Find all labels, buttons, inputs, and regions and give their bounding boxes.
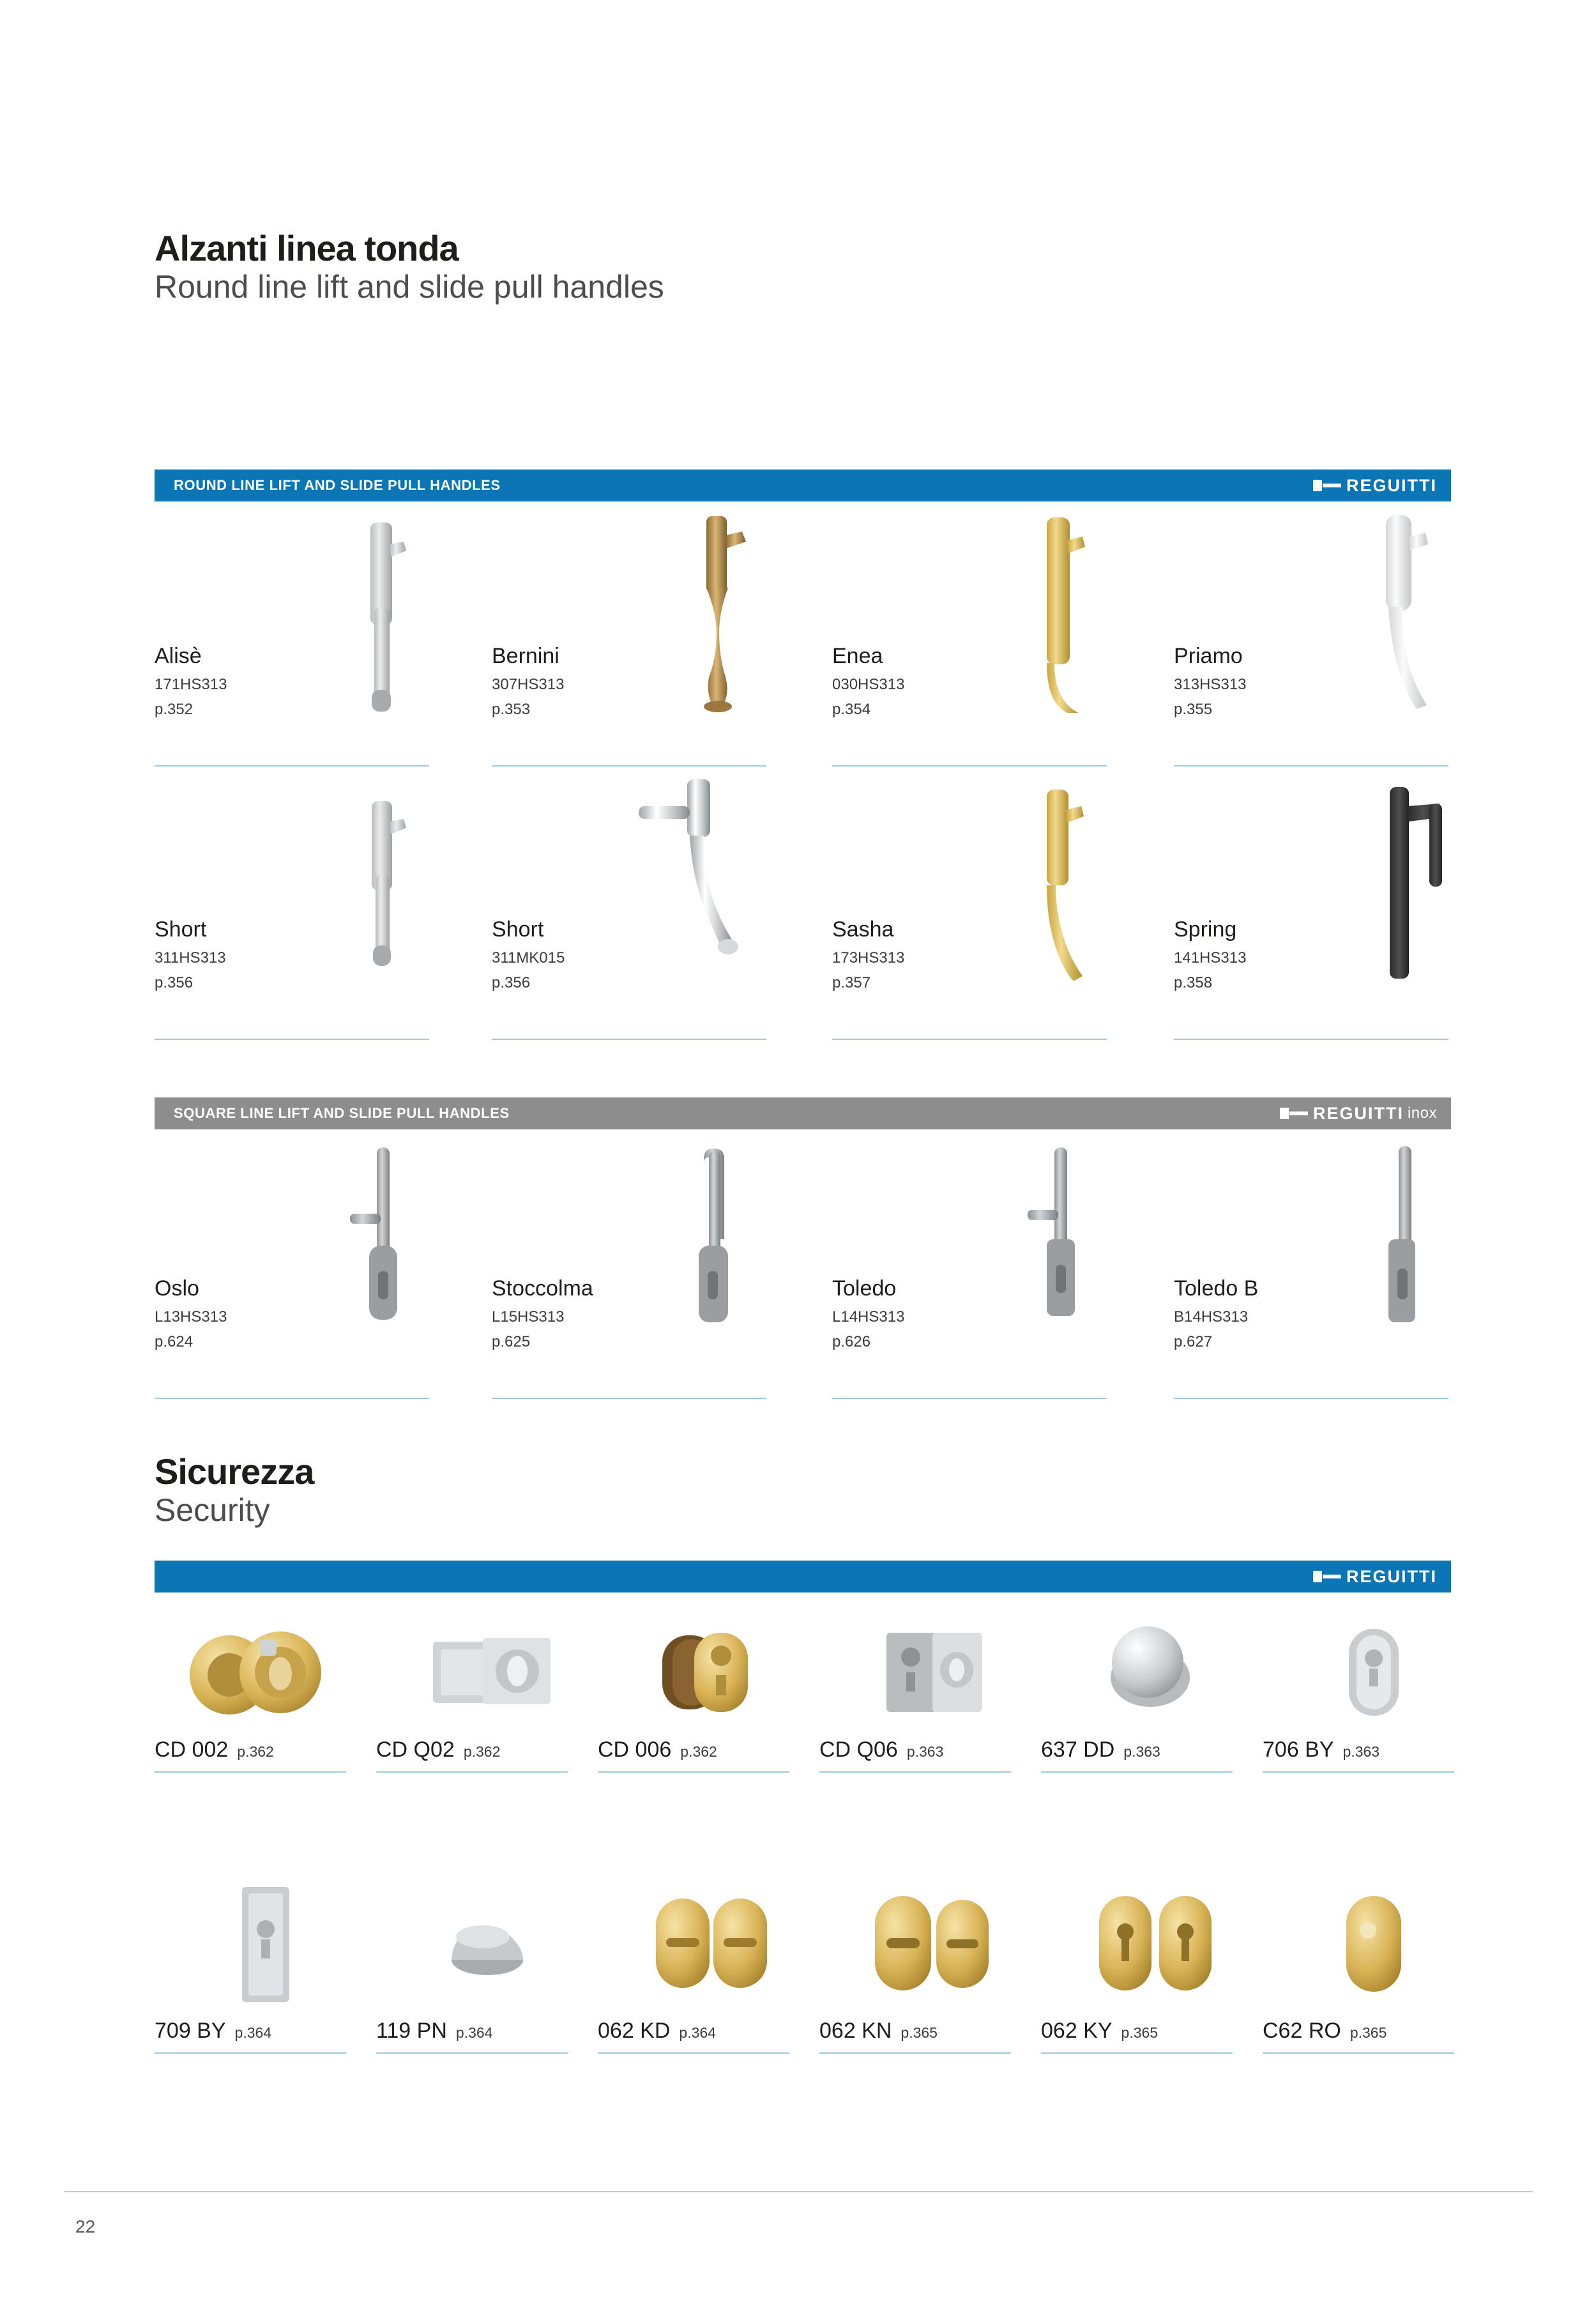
brand-logo-reguitti: [1313, 476, 1437, 496]
product-page-ref: p.354: [832, 701, 871, 718]
security-cell[interactable]: [1263, 1872, 1485, 2054]
product-code: L13HS313: [155, 1308, 227, 1325]
product-code: 311MK015: [492, 949, 565, 966]
cell-divider: [155, 1771, 346, 1773]
security-caption: [1041, 1738, 1263, 1762]
security-caption: [155, 2019, 377, 2043]
product-image-709-by: [155, 1872, 377, 2019]
brand-name: REGUITTI: [1346, 475, 1437, 495]
cell-divider: [832, 765, 1107, 767]
security-cell[interactable]: [819, 1610, 1042, 1773]
cell-divider: [376, 2052, 568, 2054]
section-subtitle: Security: [155, 1492, 270, 1528]
product-cell[interactable]: [155, 511, 436, 767]
product-name: Toledo B: [1174, 1276, 1259, 1301]
product-cell[interactable]: [492, 511, 773, 767]
product-cell[interactable]: [1174, 511, 1455, 767]
security-cell[interactable]: [598, 1872, 820, 2054]
product-name: 637 DD: [1041, 1738, 1115, 1762]
band-label: ROUND LINE LIFT AND SLIDE PULL HANDLES: [174, 477, 501, 493]
product-cell[interactable]: [1174, 1143, 1455, 1399]
page-number: 22: [75, 2217, 96, 2236]
product-code: 313HS313: [1174, 676, 1247, 693]
security-cell[interactable]: [819, 1872, 1042, 2054]
product-name: 706 BY: [1263, 1738, 1334, 1762]
security-caption: [1041, 2019, 1263, 2043]
product-page-ref: p.625: [492, 1333, 531, 1350]
cell-divider: [155, 1039, 429, 1040]
product-cell[interactable]: [832, 511, 1113, 767]
product-name: Enea: [832, 644, 883, 668]
cell-divider: [1041, 2052, 1233, 2054]
cell-divider: [1263, 1771, 1454, 1773]
product-name: Toledo: [832, 1276, 897, 1301]
product-page-ref: p.365: [901, 2024, 938, 2041]
product-image-short-311mk015: [626, 772, 773, 1002]
product-image-cd-006: [598, 1610, 820, 1738]
reguitti-mark-icon: [1313, 1571, 1341, 1582]
product-image-bernini: [645, 511, 773, 728]
product-name: Oslo: [155, 1276, 199, 1301]
section-title: Sicurezza: [155, 1451, 314, 1492]
product-image-short-311hs313: [308, 784, 436, 1002]
cell-divider: [492, 1398, 766, 1399]
product-image-priamo: [1327, 511, 1455, 728]
product-page-ref: p.365: [1121, 2024, 1159, 2041]
product-name: CD Q06: [819, 1738, 898, 1762]
product-code: 307HS313: [492, 676, 565, 693]
product-page-ref: p.363: [1123, 1743, 1160, 1760]
product-name: Short: [155, 917, 207, 942]
product-image-sasha: [985, 784, 1113, 1002]
product-cell[interactable]: [155, 1143, 436, 1399]
product-image-706-by: [1263, 1610, 1485, 1738]
product-page-ref: p.363: [906, 1743, 944, 1760]
band-square-line: [155, 1097, 1451, 1129]
product-page-ref: p.353: [492, 701, 531, 718]
product-image-062-kd: [598, 1872, 820, 2019]
product-image-oslo: [308, 1143, 436, 1361]
reguitti-mark-icon: [1313, 480, 1341, 491]
product-code: 141HS313: [1174, 949, 1247, 966]
cell-divider: [492, 765, 766, 767]
product-name: CD 002: [155, 1738, 229, 1762]
product-name: CD 006: [598, 1738, 672, 1762]
product-page-ref: p.627: [1174, 1333, 1213, 1350]
security-cell[interactable]: [376, 1872, 598, 2054]
product-image-cd-002: [155, 1610, 377, 1738]
product-image-cd-q02: [376, 1610, 598, 1738]
product-image-062-ky: [1041, 1872, 1263, 2019]
product-name: 062 KY: [1041, 2019, 1113, 2043]
product-page-ref: p.365: [1349, 2024, 1387, 2041]
security-cell[interactable]: [1263, 1610, 1485, 1773]
security-cell[interactable]: [376, 1610, 598, 1773]
brand-name: REGUITTI: [1346, 1566, 1437, 1586]
security-caption: [819, 2019, 1042, 2043]
security-caption: [598, 1738, 820, 1762]
security-caption: [598, 2019, 820, 2043]
product-code: L14HS313: [832, 1308, 905, 1325]
product-page-ref: p.364: [234, 2024, 272, 2041]
cell-divider: [1263, 2052, 1454, 2054]
cell-divider: [598, 2052, 789, 2054]
cell-divider: [492, 1039, 766, 1040]
product-page-ref: p.357: [832, 974, 871, 991]
product-image-stoccolma: [645, 1143, 773, 1361]
product-code: 171HS313: [155, 676, 227, 693]
product-cell[interactable]: [492, 1143, 773, 1399]
product-page-ref: p.624: [155, 1333, 194, 1350]
product-code: B14HS313: [1174, 1308, 1249, 1325]
product-image-spring: [1327, 784, 1455, 1002]
security-caption: [376, 2019, 598, 2043]
product-name: Alisè: [155, 644, 202, 668]
cell-divider: [1174, 1039, 1448, 1040]
security-caption: [1263, 2019, 1485, 2043]
product-page-ref: p.362: [237, 1743, 274, 1760]
cell-divider: [598, 1771, 789, 1773]
product-name: Spring: [1174, 917, 1237, 942]
product-name: 062 KD: [598, 2019, 671, 2043]
security-cell[interactable]: [155, 1872, 377, 2054]
cell-divider: [819, 2052, 1011, 2054]
security-caption: [819, 1738, 1042, 1762]
security-caption: [376, 1738, 598, 1762]
product-name: C62 RO: [1263, 2019, 1341, 2043]
band-label: SQUARE LINE LIFT AND SLIDE PULL HANDLES: [174, 1105, 510, 1121]
cell-divider: [1174, 765, 1448, 767]
brand-suffix: inox: [1407, 1104, 1437, 1122]
product-page-ref: p.364: [455, 2024, 493, 2041]
product-page-ref: p.362: [463, 1743, 501, 1760]
product-page-ref: p.362: [680, 1743, 717, 1760]
section-title: Alzanti linea tonda: [155, 228, 459, 268]
security-cell[interactable]: [155, 1610, 377, 1773]
product-name: Bernini: [492, 644, 559, 668]
reguitti-mark-icon: [1280, 1108, 1308, 1119]
product-code: 311HS313: [155, 949, 226, 966]
product-cell[interactable]: [1174, 784, 1455, 1040]
product-cell[interactable]: [155, 784, 436, 1040]
product-image-119-pn: [376, 1872, 598, 2019]
section-subtitle: Round line lift and slide pull handles: [155, 268, 664, 305]
product-name: Stoccolma: [492, 1276, 593, 1301]
brand-name: REGUITTI: [1312, 1103, 1404, 1123]
cell-divider: [155, 1398, 429, 1399]
cell-divider: [832, 1039, 1107, 1040]
product-page-ref: p.352: [155, 701, 194, 718]
product-page-ref: p.358: [1174, 974, 1213, 991]
product-code: 030HS313: [832, 676, 905, 693]
product-page-ref: p.356: [492, 974, 531, 991]
security-cell[interactable]: [1041, 1872, 1263, 2054]
brand-logo-reguitti-inox: [1280, 1104, 1437, 1124]
product-image-enea: [985, 511, 1113, 728]
cell-divider: [819, 1771, 1011, 1773]
product-name: 119 PN: [376, 2019, 447, 2043]
product-name: 709 BY: [155, 2019, 226, 2043]
product-page-ref: p.363: [1342, 1743, 1380, 1760]
footer-divider: [64, 2191, 1533, 2192]
product-image-c62-ro: [1263, 1872, 1485, 2019]
section-heading-sicurezza: [155, 1453, 314, 1527]
cell-divider: [155, 2052, 346, 2054]
product-page-ref: p.626: [832, 1333, 871, 1350]
band-round-line: [155, 470, 1451, 501]
brand-logo-reguitti: [1313, 1567, 1437, 1587]
section-heading-alzanti: [155, 230, 664, 303]
product-page-ref: p.355: [1174, 701, 1213, 718]
product-cell[interactable]: [832, 1143, 1113, 1399]
product-image-toledo: [985, 1143, 1113, 1361]
product-code: L15HS313: [492, 1308, 565, 1325]
security-cell[interactable]: [598, 1610, 820, 1773]
product-image-637-dd: [1041, 1610, 1263, 1738]
product-name: Short: [492, 917, 544, 942]
cell-divider: [832, 1398, 1107, 1399]
product-page-ref: p.356: [155, 974, 194, 991]
product-name: CD Q02: [376, 1738, 455, 1762]
product-image-toledo-b: [1327, 1143, 1455, 1361]
product-name: Sasha: [832, 917, 894, 942]
security-caption: [155, 1738, 377, 1762]
cell-divider: [1041, 1771, 1233, 1773]
product-image-062-kn: [819, 1872, 1042, 2019]
product-page-ref: p.364: [679, 2024, 716, 2041]
band-security: [155, 1561, 1451, 1593]
security-cell[interactable]: [1041, 1610, 1263, 1773]
product-name: 062 KN: [819, 2019, 892, 2043]
product-image-cd-q06: [819, 1610, 1042, 1738]
cell-divider: [155, 765, 429, 767]
product-code: 173HS313: [832, 949, 905, 966]
product-image-alise: [308, 511, 436, 728]
product-name: Priamo: [1174, 644, 1243, 668]
security-caption: [1263, 1738, 1485, 1762]
cell-divider: [1174, 1398, 1448, 1399]
cell-divider: [376, 1771, 568, 1773]
product-cell[interactable]: [832, 784, 1113, 1040]
product-cell[interactable]: [492, 784, 773, 1040]
